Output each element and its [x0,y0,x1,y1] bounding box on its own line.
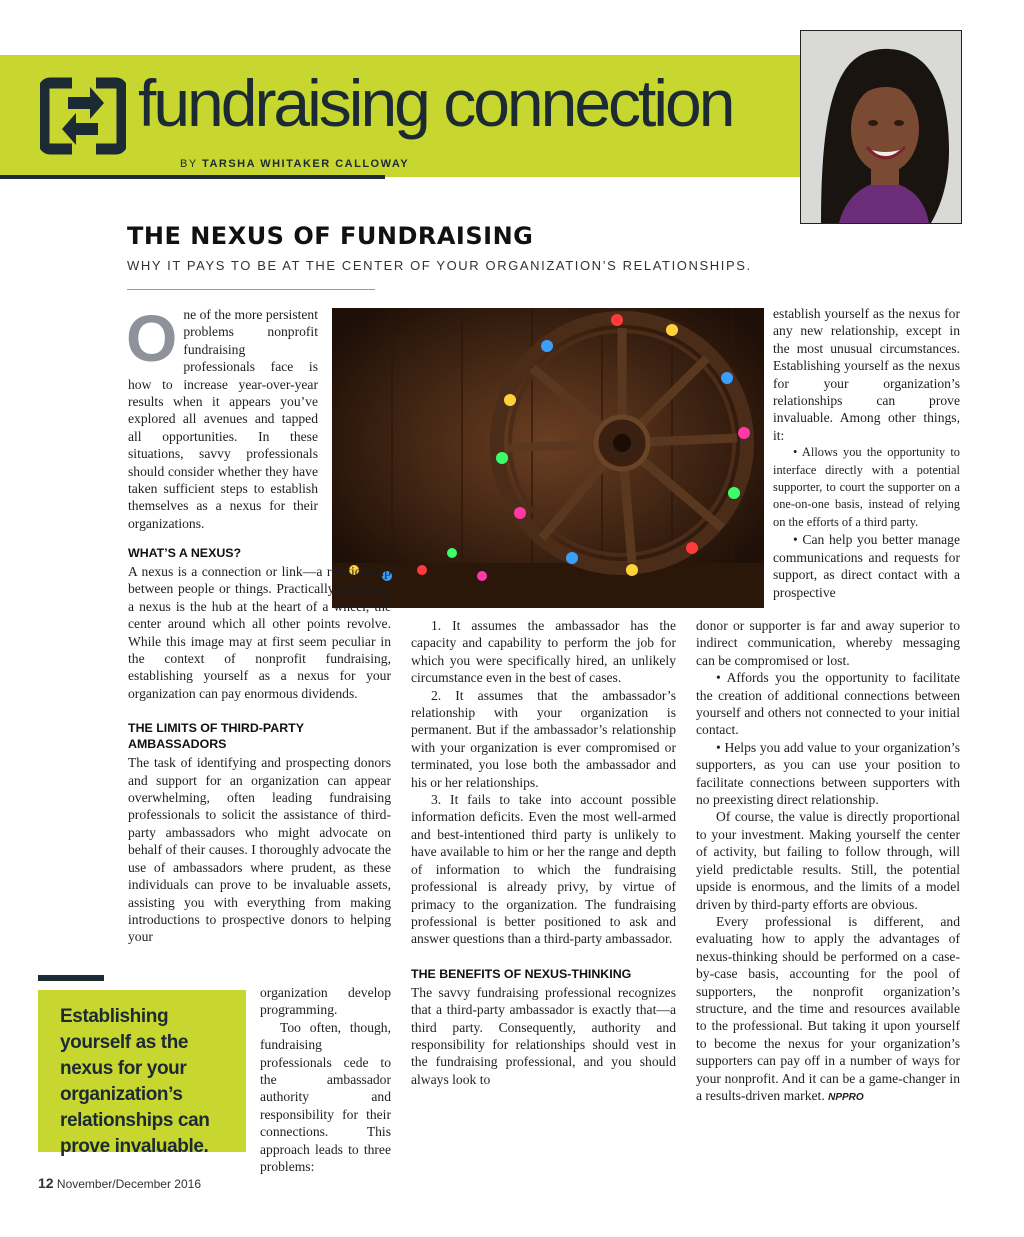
connection-logo-icon [40,73,126,159]
intro-column [126,301,318,532]
subhead-whats-a-nexus: WHAT’S A NEXUS? [128,546,242,560]
drop-cap: O [126,301,178,375]
bullet-affords: • Affords you the opportunity to facilitate the creation of additional connections between yourself and others not connected to your initial contact. [696,670,960,738]
pull-quote: Establishing yourself as the nexus for your organization’s relationships can prove invaluable. [60,1006,210,1157]
bullet-helps: • Helps you add value to your organization’s supporters, as you can use your position to facilitate connections between supporters with no preexisting direct relationship. [696,739,960,808]
page-number: 12 [38,1175,54,1191]
wagon-wheel-photo [332,308,764,608]
every-professional-paragraph [696,913,960,1106]
bullet-allows: • Allows you the opportunity to interface directly with a potential supporter, to court the supporter on a one-on-one basis, instead of relying on the efforts of a third party. [773,445,960,529]
end-mark: NPPRO [828,1091,864,1103]
problem-one: 1. It assumes the ambassador has the capacity and capability to perform the job for which you were specifically hired, an unlikely circumstance even in the best of cases. [411,618,676,686]
department-title: fundraising connection [138,66,733,140]
of-course-paragraph: Of course, the value is directly proportional to your investment. Making yourself the center of activity, but failing to follow through, will yield predictable results. Still, the potential upside is enormous, and the limits of a model driven by third-party efforts are obvious. [696,809,960,912]
header-rule [0,175,385,179]
every-professional-text: Every professional is different, and evaluating how to apply the advantages of nexus-thinking should be performed on a case-by-case basis, accounting for the pool of supporters, the nonprofit organization’s structure, and the time and resources available to the professional. But taking it upon yourself to become the nexus for your organization’s supporters can pay off in a number of ways for your nonprofit. And it can be a game-changer in a results-driven market. [696,913,960,1103]
column-one-continued [260,984,391,1175]
column-three-body [696,617,960,1106]
bullet-communications-cont: donor or supporter is far and away superior to indirect communication, whereby messaging can be compromised or lost. [696,618,960,668]
limits-paragraph: The task of identifying and prospecting donors and support for an organization can appear overwhelming, often leading fundraising professionals to solicit the assistance of third-party ambassadors who might advocate on behalf of their causes. I thoroughly advocate the use of ambassadors where prudent, as these individuals can prove to be invaluable assets, assisting you with everything from making introductions to prospective donors to helping your [128,755,391,945]
deck-rule [127,289,375,290]
issue-date: November/December 2016 [56,1177,201,1191]
column-three-top [773,305,960,601]
intro-text: ne of the more persistent problems nonprofit fundraising professionals face is how to increase year-over-year results when it appears you’ve explored all avenues and tapped all opportunities. In these situations, savvy professionals should consider whether they have taken sufficient steps to establish themselves as a nexus for their organizations. [128,307,318,531]
limits-continued: organization develop programming. [260,985,391,1018]
too-often-paragraph: Too often, though, fundraising professionals cede to the ambassador authority and responsibility for their connections. This approach leads to three problems: [260,1019,391,1175]
author-portrait [800,30,962,224]
subhead-benefits: THE BENEFITS OF NEXUS-THINKING [411,966,632,981]
byline [180,158,409,170]
problem-three: 3. It fails to take into account possible information deficits. Even the most well-armed and best-intentioned third party is unlikely to have available to him or her the range and depth of information to which the fundraising professional is already privy, by virtue of primacy to the organization. The fundraising professional is better positioned to ask and answer questions than a third-party ambassador. [411,792,676,947]
problem-two: 2. It assumes that the ambassador’s relationship with your organization is permanent. But if the ambassador’s relationship with your organization is ever compromised or terminated, you lose both the ambassador and his or her relationships. [411,687,676,790]
subhead-limits: THE LIMITS OF THIRD-PARTY AMBASSADORS [128,721,304,752]
intro-paragraph [126,301,318,532]
pull-quote-bar [38,975,104,981]
bullet-communications: • Can help you better manage communications and requests for support, as direct contact with a prospective [773,532,960,600]
column-one-body [128,545,391,946]
nexus-paragraph: A nexus is a connection or link—a relationship between people or things. Practically speaking, a nexus is the hub at the heart of a wheel, the center around which all other points revolve. While this image may at first seem peculiar in the context of nonprofit fundraising, establishing yourself as a nexus for your organization can pay enormous dividends. [128,564,391,701]
folio [38,1175,201,1191]
headline: THE NEXUS OF FUNDRAISING [127,222,534,250]
byline-prefix: BY [180,158,198,170]
benefits-paragraph: The savvy fundraising professional recognizes that a third-party ambassador is exactly that—a third party. Consequently, authority and responsibility for relationships should vest in the fundraising professional, and you should always look to [411,984,676,1087]
column-two [411,617,676,1088]
deck: WHY IT PAYS TO BE AT THE CENTER OF YOUR ORGANIZATION’S RELATIONSHIPS. [127,258,752,273]
author-name: TARSHA WHITAKER CALLOWAY [202,158,410,170]
establish-paragraph: establish yourself as the nexus for any new relationship, except in the most unusual circumstances. Establishing yourself as the nexus for your organization’s relationships can prove invaluable. Among other things, it: [773,306,960,443]
